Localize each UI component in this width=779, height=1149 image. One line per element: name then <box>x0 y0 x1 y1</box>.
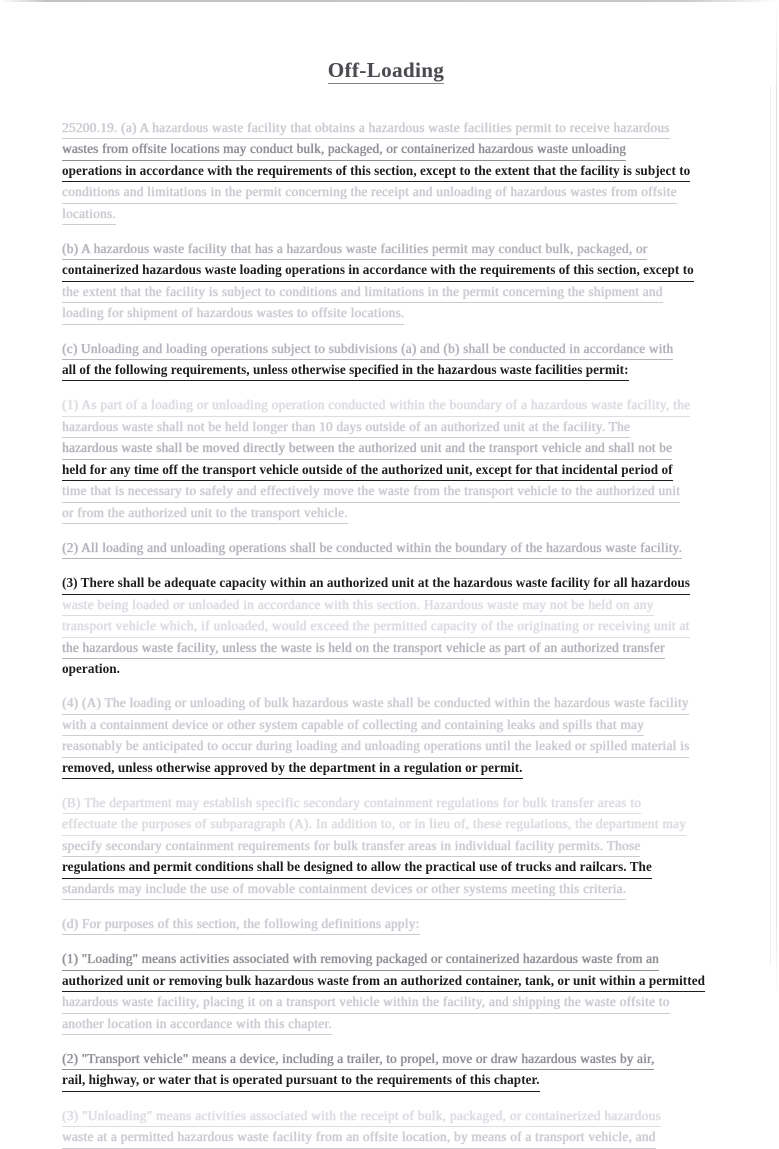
text-line: operation. <box>62 660 121 676</box>
text-line: the extent that the facility is subject to conditions and limitations in the permit concerning the shipment and <box>62 282 663 303</box>
paragraph-paragraph-c-3 <box>62 573 710 679</box>
paragraph-subdivision-d <box>62 914 710 935</box>
text-line: (1) "Loading" means activities associated with removing packaged or containerized hazardous waste from an <box>62 949 659 970</box>
text-line: conditions and limitations in the permit concerning the receipt and unloading of hazardous wastes from offsite <box>62 182 677 203</box>
paragraph-definition-3-unloading <box>62 1106 710 1149</box>
paragraph-definition-1-loading <box>62 949 710 1035</box>
paragraph-definition-2-transport-vehicle <box>62 1049 710 1092</box>
statute-text <box>62 118 710 1149</box>
text-line: operations in accordance with the requirements of this section, except to the extent that the facility is subject to <box>62 161 690 182</box>
text-line: transport vehicle which, if unloaded, would exceed the permitted capacity of the originating or receiving unit at <box>62 616 690 637</box>
text-line: authorized unit or removing bulk hazardous waste from an authorized container, tank, or unit within a permitted <box>62 971 705 992</box>
text-line: (2) All loading and unloading operations shall be conducted within the boundary of the hazardous waste facility. <box>62 538 682 559</box>
text-line: regulations and permit conditions shall be designed to allow the practical use of trucks and railcars. The <box>62 857 652 878</box>
paragraph-paragraph-c-4-B <box>62 793 710 900</box>
text-line: (d) For purposes of this section, the following definitions apply: <box>62 914 420 935</box>
paragraph-subdivision-b <box>62 239 710 325</box>
page-title <box>62 58 710 84</box>
text-line: (2) "Transport vehicle" means a device, including a trailer, to propel, move or draw hazardous wastes by air, <box>62 1049 654 1070</box>
text-line: (3) "Unloading" means activities associated with the receipt of bulk, packaged, or containerized hazardous <box>62 1106 661 1127</box>
text-line: rail, highway, or water that is operated pursuant to the requirements of this chapter. <box>62 1070 540 1091</box>
paragraph-paragraph-c-4-A <box>62 693 710 779</box>
text-line: reasonably be anticipated to occur during loading and unloading operations until the leaked or spilled material is <box>62 736 689 757</box>
paragraph-subdivision-c <box>62 339 710 382</box>
text-line: (c) Unloading and loading operations subject to subdivisions (a) and (b) shall be conducted in accordance with <box>62 339 673 360</box>
text-line: or from the authorized unit to the transport vehicle. <box>62 503 348 524</box>
paragraph-subdivision-a <box>62 118 710 225</box>
text-line: waste at a permitted hazardous waste facility from an offsite location, by means of a transport vehicle, and <box>62 1127 656 1148</box>
text-line: time that is necessary to safely and effectively move the waste from the transport vehicle to the authorized unit <box>62 481 680 502</box>
text-line: (b) A hazardous waste facility that has a hazardous waste facilities permit may conduct bulk, packaged, or <box>62 239 647 260</box>
text-line: (4) (A) The loading or unloading of bulk hazardous waste shall be conducted within the hazardous waste facility <box>62 693 689 714</box>
text-line: the hazardous waste facility, unless the waste is held on the transport vehicle as part of an authorized transfer <box>62 638 665 659</box>
text-line: (B) The department may establish specific secondary containment regulations for bulk transfer areas to <box>62 793 641 814</box>
text-line: specify secondary containment requirements for bulk transfer areas in individual facility permits. Those <box>62 836 640 857</box>
text-line: hazardous waste facility, placing it on a transport vehicle within the facility, and shipping the waste offsite to <box>62 992 670 1013</box>
text-line: hazardous waste shall be moved directly between the authorized unit and the transport vehicle and shall not be <box>62 438 672 459</box>
text-line: containerized hazardous waste loading operations in accordance with the requirements of this section, except to <box>62 260 694 281</box>
text-line: removed, unless otherwise approved by the department in a regulation or permit. <box>62 758 523 779</box>
text-line: effectuate the purposes of subparagraph (A). In addition to, or in lieu of, these regulations, the department may <box>62 814 686 835</box>
text-line: another location in accordance with this chapter. <box>62 1014 332 1035</box>
text-line: loading for shipment of hazardous wastes to offsite locations. <box>62 303 404 324</box>
text-line: held for any time off the transport vehicle outside of the authorized unit, except for that incidental period of <box>62 460 673 481</box>
scan-artifact-right-rule <box>770 86 771 966</box>
text-line: locations. <box>62 204 116 225</box>
document-body <box>62 58 710 1149</box>
text-line: (3) There shall be adequate capacity within an authorized unit at the hazardous waste facility for all hazardous <box>62 573 690 594</box>
text-line: all of the following requirements, unless otherwise specified in the hazardous waste facilities permit: <box>62 360 629 381</box>
text-line: hazardous waste shall not be held longer than 10 days outside of an authorized unit at the facility. The <box>62 417 630 438</box>
paragraph-paragraph-c-1 <box>62 395 710 523</box>
scan-artifact-right-edge <box>776 0 777 999</box>
paragraph-paragraph-c-2 <box>62 538 710 559</box>
text-line: 25200.19. (a) A hazardous waste facility that obtains a hazardous waste facilities permit to receive hazardous <box>62 118 670 139</box>
text-line: (1) As part of a loading or unloading operation conducted within the boundary of a hazardous waste facility, the <box>62 395 690 416</box>
text-line: with a containment device or other system capable of collecting and containing leaks and spills that may <box>62 715 644 736</box>
scan-artifact-top-edge <box>0 0 779 2</box>
text-line: waste being loaded or unloaded in accordance with this section. Hazardous waste may not be held on any <box>62 595 654 616</box>
text-line: wastes from offsite locations may conduct bulk, packaged, or containerized hazardous waste unloading <box>62 139 626 160</box>
text-line: standards may include the use of movable containment devices or other systems meeting this criteria. <box>62 879 626 900</box>
page-title-text: Off-Loading <box>327 58 445 82</box>
